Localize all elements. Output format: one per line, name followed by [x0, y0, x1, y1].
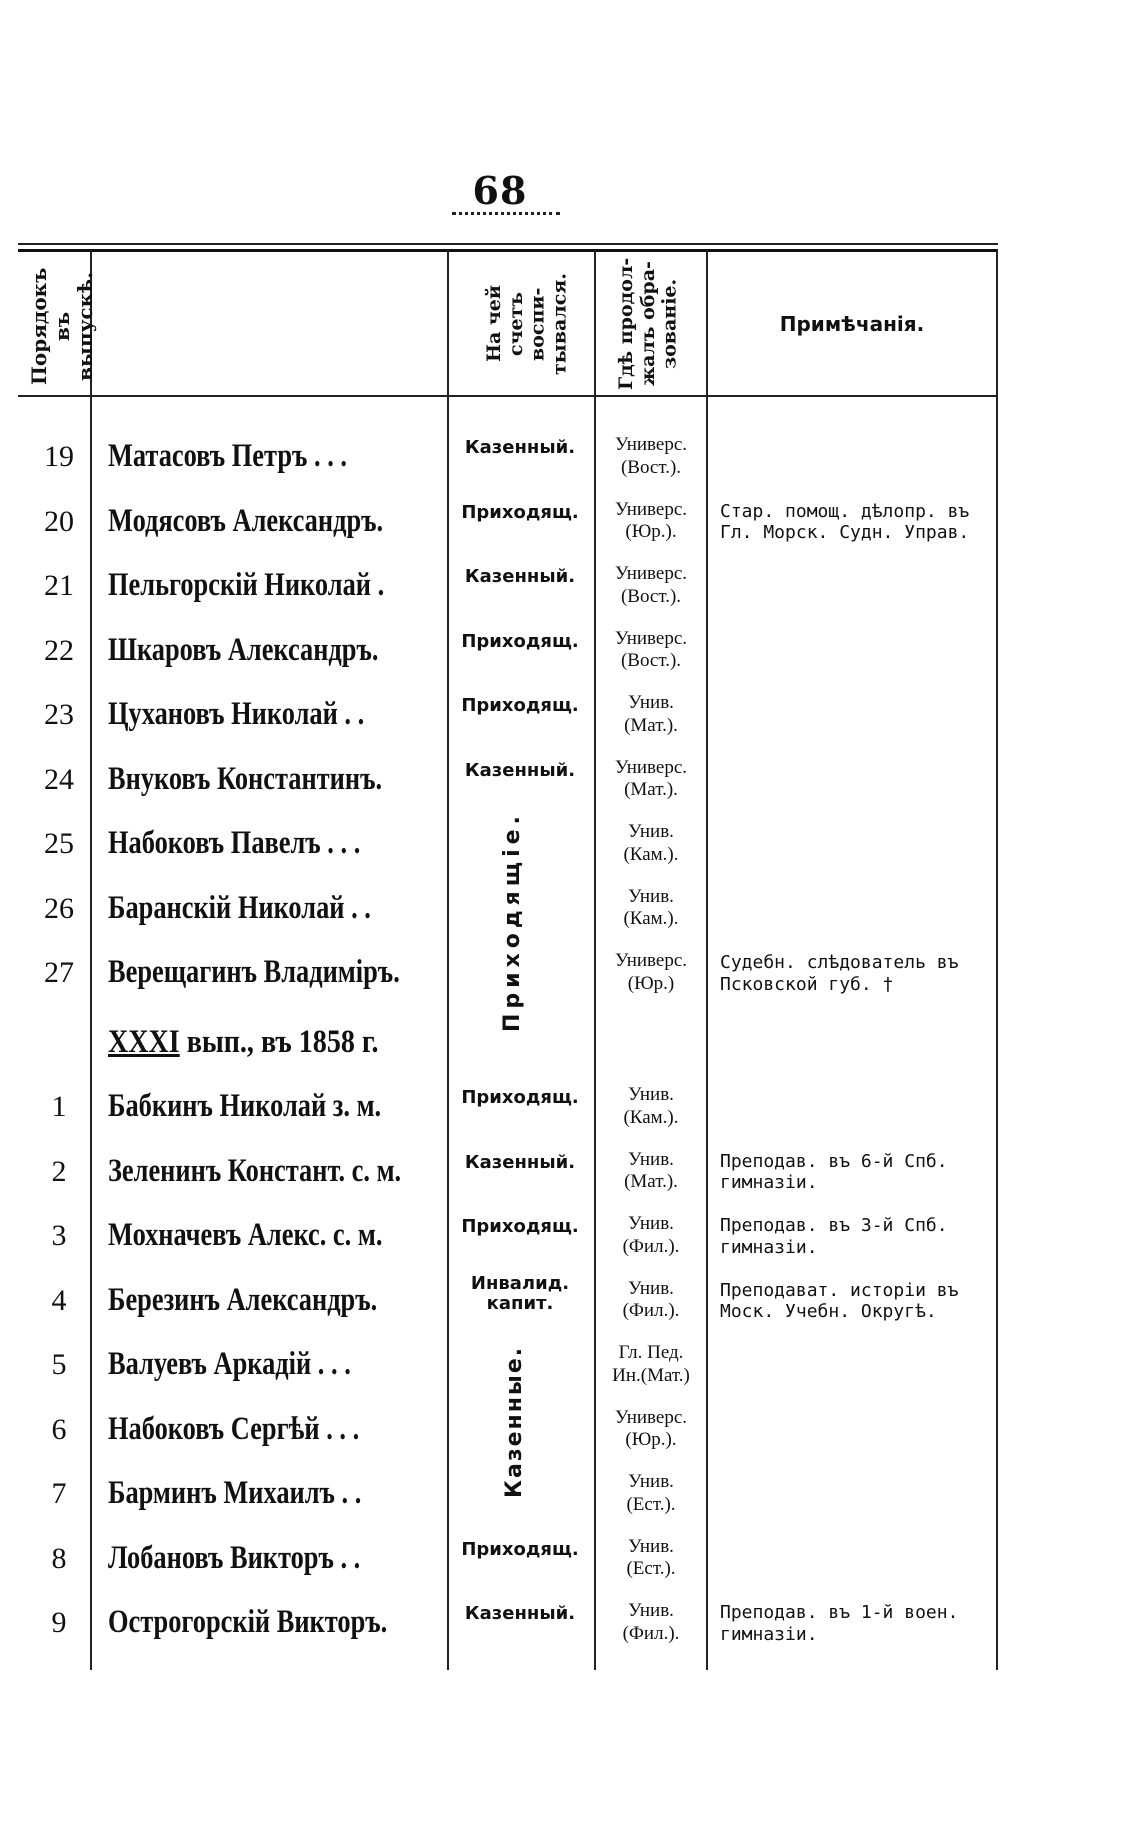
education-place — [596, 692, 706, 738]
row-number: 25 — [44, 827, 74, 860]
education-line: Унив. — [628, 1084, 674, 1105]
education-place — [596, 434, 706, 480]
person-name: Шкаровъ Александръ. — [108, 631, 379, 668]
funding-status: Казенный. — [464, 566, 576, 587]
header-order-column: Порядокъ въ выпускѣ. — [27, 267, 97, 385]
header-notes-column: Примѣчанія. — [779, 312, 925, 336]
person-name: Пельгорскій Николай . — [108, 567, 385, 603]
row-number: 22 — [44, 633, 74, 667]
education-line: (Вост.). — [620, 650, 682, 672]
education-line: (Ест.). — [626, 1493, 676, 1515]
section-heading — [108, 1024, 378, 1061]
education-place — [596, 1342, 706, 1388]
note — [720, 1151, 1000, 1194]
education-line: (Кам.). — [623, 843, 679, 865]
table-row — [0, 1338, 1000, 1402]
table-top-rule-heavy — [18, 249, 998, 252]
funding-status: Приходящ. — [461, 501, 579, 523]
education-place — [596, 1213, 706, 1259]
header-bottom-rule — [18, 395, 996, 397]
table-row — [0, 1532, 1000, 1596]
education-place — [596, 821, 706, 867]
education-line: Унив. — [628, 1471, 674, 1492]
education-line: (Вост.). — [620, 456, 682, 478]
row-number: 23 — [44, 698, 74, 731]
row-number: 8 — [51, 1541, 67, 1575]
note-line: Преподав. въ 6-й Спб. — [720, 1150, 948, 1172]
education-line: Унив. — [628, 1600, 674, 1621]
row-number: 7 — [51, 1477, 67, 1510]
education-line: Унив. — [628, 1148, 674, 1170]
note-line: Преподават. исторіи въ — [720, 1279, 959, 1301]
funding-status: Инвалид. капит. — [470, 1272, 570, 1315]
education-line: Унив. — [628, 692, 674, 713]
note-line: Судебн. слѣдователь въ — [720, 952, 959, 973]
person-name: Внуковъ Константинъ. — [108, 760, 383, 797]
person-name: Модясовъ Александръ. — [108, 502, 384, 539]
funding-status: Приходящ. — [461, 1538, 579, 1560]
table-row — [0, 1209, 1000, 1273]
page-number-rule — [452, 212, 560, 215]
person-name: Набоковъ Сергѣй . . . — [108, 1410, 360, 1447]
education-line: (Юр.). — [625, 1429, 677, 1451]
education-line: (Мат.). — [624, 779, 678, 801]
person-name: Набоковъ Павелъ . . . — [108, 825, 361, 861]
education-line: (Вост.). — [620, 585, 682, 607]
education-place — [596, 1407, 706, 1453]
table-row — [0, 430, 1000, 494]
person-name: Зеленинъ Констант. с. м. — [108, 1152, 402, 1189]
education-line: Ин.(Мат.) — [612, 1364, 690, 1386]
education-place — [596, 886, 706, 932]
header-education-column: Гдѣ продол-жалъ обра-зованіе. — [615, 257, 681, 391]
funding-status: Казенный. — [464, 759, 576, 781]
row-number: 4 — [51, 1283, 67, 1317]
note-line: Стар. помощ. дѣлопр. въ — [720, 500, 970, 522]
education-line: (Фил.). — [622, 1622, 680, 1644]
education-place — [596, 628, 706, 674]
education-line: (Кам.). — [623, 1106, 679, 1128]
note-line: гимназіи. — [720, 1623, 818, 1645]
table-row — [0, 1467, 1000, 1531]
education-line: Универс. — [614, 1406, 688, 1428]
education-line: Универс. — [614, 498, 688, 520]
education-line: (Юр.) — [627, 972, 675, 994]
note — [720, 952, 1000, 995]
note — [720, 501, 1000, 544]
education-place — [596, 499, 706, 545]
education-line: Унив. — [628, 1277, 674, 1299]
education-line: Универс. — [614, 434, 688, 455]
row-number: 3 — [51, 1219, 67, 1252]
group-label-kazennye: Казенные. — [502, 1345, 527, 1498]
section-roman: XXXI — [108, 1024, 180, 1060]
table-row — [0, 1403, 1000, 1467]
person-name: Острогорскій Викторъ. — [108, 1604, 388, 1640]
person-name: Лобановъ Викторъ . . — [108, 1539, 361, 1576]
education-place — [596, 563, 706, 609]
education-place — [596, 1471, 706, 1517]
row-number: 9 — [51, 1606, 67, 1639]
row-number: 26 — [44, 891, 74, 925]
person-name: Березинъ Александръ. — [108, 1281, 378, 1318]
education-place — [596, 1278, 706, 1324]
row-number: 5 — [51, 1348, 67, 1381]
education-line: (Мат.). — [624, 714, 678, 736]
funding-status: Казенный. — [464, 437, 576, 458]
note-line: Гл. Морск. Судн. Управ. — [720, 522, 970, 544]
person-name: Матасовъ Петръ . . . — [108, 438, 347, 474]
funding-status: Казенный. — [464, 1603, 576, 1624]
header-funding-column: На чей счетъ воспи-тывался. — [483, 273, 571, 375]
note — [720, 1602, 1000, 1645]
education-line: Унив. — [628, 821, 674, 842]
funding-status: Приходящ. — [461, 1216, 579, 1237]
page-number: 68 — [472, 168, 528, 213]
education-place — [596, 1149, 706, 1195]
row-number: 19 — [44, 440, 74, 473]
education-line: Унив. — [628, 1535, 674, 1557]
person-name: Верещагинъ Владиміръ. — [108, 954, 400, 990]
row-number: 21 — [44, 569, 74, 602]
table-row — [0, 688, 1000, 752]
note — [720, 1280, 1000, 1323]
education-line: (Мат.). — [624, 1171, 678, 1193]
table-row — [0, 1274, 1000, 1338]
note-line: гимназіи. — [720, 1172, 818, 1194]
education-line: (Юр.). — [625, 521, 677, 543]
table-row — [0, 753, 1000, 817]
note-line: Преподав. въ 3-й Спб. — [720, 1215, 948, 1236]
table-row — [0, 1596, 1000, 1660]
funding-status: Казенный. — [464, 1151, 576, 1173]
table-top-rule — [18, 243, 998, 245]
education-line: (Ест.). — [626, 1558, 676, 1580]
row-number: 24 — [44, 762, 74, 796]
row-number: 6 — [51, 1412, 67, 1446]
table-row — [0, 1080, 1000, 1144]
row-number: 1 — [51, 1090, 67, 1123]
person-name: Цухановъ Николай . . — [108, 696, 365, 732]
funding-status: Приходящ. — [461, 1087, 579, 1108]
group-label-prikhodyashchie: Приходящіе. — [500, 811, 525, 1032]
note — [720, 1215, 1000, 1258]
note-line: Псковской губ. † — [720, 973, 894, 995]
education-place — [596, 757, 706, 803]
person-name: Мохначевъ Алекс. с. м. — [108, 1217, 383, 1253]
education-place — [596, 950, 706, 996]
section-rest: вып., въ 1858 г. — [186, 1024, 379, 1060]
funding-status: Приходящ. — [461, 630, 579, 652]
education-line: (Фил.). — [622, 1235, 680, 1257]
note-line: гимназіи. — [720, 1236, 818, 1258]
education-line: Унив. — [628, 1213, 674, 1234]
note-line: Преподав. въ 1-й воен. — [720, 1602, 959, 1623]
person-name: Баранскій Николай . . — [108, 889, 371, 926]
education-place — [596, 1084, 706, 1130]
row-number: 20 — [44, 504, 74, 538]
row-number: 27 — [44, 956, 74, 989]
education-line: Универс. — [614, 950, 688, 971]
table-row — [0, 1145, 1000, 1209]
education-line: Универс. — [614, 563, 688, 584]
note-line: Моск. Учебн. Округѣ. — [720, 1301, 937, 1323]
table-row — [0, 559, 1000, 623]
education-line: Универс. — [614, 627, 688, 649]
person-name: Барминъ Михаилъ . . — [108, 1475, 362, 1511]
table-row — [0, 624, 1000, 688]
education-line: Гл. Пед. — [618, 1342, 684, 1363]
funding-status: Приходящ. — [461, 695, 579, 716]
education-place — [596, 1600, 706, 1646]
education-line: (Фил.). — [622, 1300, 680, 1322]
education-line: (Кам.). — [623, 908, 679, 930]
row-number: 2 — [51, 1154, 67, 1188]
education-place — [596, 1536, 706, 1582]
education-line: Унив. — [628, 885, 674, 907]
person-name: Валуевъ Аркадій . . . — [108, 1346, 351, 1382]
person-name: Бабкинъ Николай з. м. — [108, 1088, 382, 1124]
education-line: Универс. — [614, 756, 688, 778]
table-row — [0, 495, 1000, 559]
